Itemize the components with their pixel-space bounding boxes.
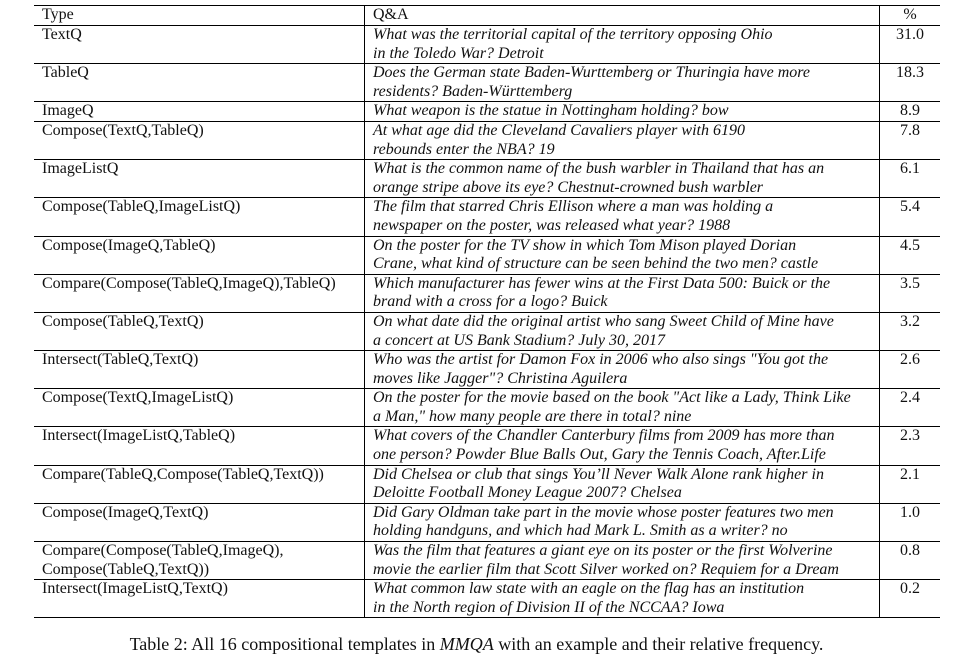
type-cell xyxy=(34,160,365,198)
percent-cell: 3.2 xyxy=(900,312,920,330)
percent-cell: 1.0 xyxy=(900,503,920,521)
type-cell-line: Compose(ImageQ,TextQ) xyxy=(42,503,209,521)
qa-cell-line: holding handguns, and which had Mark L. Smith as a writer? no xyxy=(373,522,788,540)
qa-cell-line: On what date did the original artist who sang Sweet Child of Mine have xyxy=(373,312,834,330)
qa-cell-line: What common law state with an eagle on the flag has an institution xyxy=(373,580,805,598)
percent-cell: 0.2 xyxy=(900,580,920,598)
table-row xyxy=(34,465,940,503)
caption-prefix: Table 2: All 16 compositional templates in xyxy=(129,634,440,654)
type-cell xyxy=(34,427,365,465)
qa-cell-line: a concert at US Bank Stadium? July 30, 2017 xyxy=(373,331,665,349)
percent-cell: 4.5 xyxy=(900,236,920,254)
percent-cell: 5.4 xyxy=(900,198,920,216)
qa-cell-line: orange stripe above its eye? Chestnut-crowned bush warbler xyxy=(373,178,764,196)
qa-cell-line: newspaper on the poster, was released what year? 1988 xyxy=(373,216,731,234)
qa-cell xyxy=(365,26,880,64)
table-row xyxy=(34,580,940,618)
type-cell xyxy=(34,351,365,389)
percent-cell: 2.6 xyxy=(900,351,920,369)
qa-cell-line: Does the German state Baden-Wurttemberg or Thuringia have more xyxy=(373,64,810,82)
type-cell xyxy=(34,236,365,274)
qa-cell xyxy=(365,580,880,618)
percent-cell: 7.8 xyxy=(900,121,920,139)
qa-cell-line: one person? Powder Blue Balls Out, Gary the Tennis Coach, After.Life xyxy=(373,446,826,464)
table-row xyxy=(34,198,940,236)
caption-suffix: with an example and their relative frequency. xyxy=(493,634,824,654)
qa-cell xyxy=(365,542,880,580)
qa-cell-line: On the poster for the movie based on the book "Act like a Lady, Think Like xyxy=(373,389,851,407)
qa-cell-line: in the North region of Division II of the NCCAA? Iowa xyxy=(373,598,725,616)
qa-cell-line: What covers of the Chandler Canterbury films from 2009 has more than xyxy=(373,427,835,445)
type-cell xyxy=(34,198,365,236)
type-cell xyxy=(34,102,365,122)
type-cell xyxy=(34,503,365,541)
type-cell-line: Compare(Compose(TableQ,ImageQ),TableQ) xyxy=(42,274,336,292)
qa-cell-line: brand with a cross for a logo? Buick xyxy=(373,293,608,311)
table-header-row xyxy=(34,6,940,26)
qa-cell-line: movie the earlier film that Scott Silver worked on? Requiem for a Dream xyxy=(373,560,839,578)
type-cell xyxy=(34,312,365,350)
qa-cell-line: moves like Jagger"? Christina Aguilera xyxy=(373,369,628,387)
type-cell-line: Compose(TableQ,ImageListQ) xyxy=(42,198,241,216)
templates-table xyxy=(34,5,940,618)
qa-cell-line: What was the territorial capital of the territory opposing Ohio xyxy=(373,26,773,43)
type-cell-line: Intersect(ImageListQ,TableQ) xyxy=(42,427,236,445)
qa-cell-line: At what age did the Cleveland Cavaliers player with 6190 xyxy=(373,121,745,139)
percent-cell: 18.3 xyxy=(896,64,924,82)
qa-cell xyxy=(365,351,880,389)
percent-cell: 2.4 xyxy=(900,389,920,407)
type-cell xyxy=(34,465,365,503)
qa-cell-line: Did Chelsea or club that sings You’ll Never Walk Alone rank higher in xyxy=(373,465,824,483)
type-cell-line: Compose(ImageQ,TableQ) xyxy=(42,236,216,254)
table-caption xyxy=(0,634,953,655)
qa-cell xyxy=(365,465,880,503)
type-cell xyxy=(34,26,365,64)
qa-cell-line: Deloitte Football Money League 2007? Chelsea xyxy=(373,484,682,502)
table-row xyxy=(34,542,940,580)
table-row xyxy=(34,26,940,64)
type-cell-line: Compare(TableQ,Compose(TableQ,TextQ)) xyxy=(42,465,324,483)
percent-cell: 2.1 xyxy=(900,465,920,483)
qa-cell xyxy=(365,121,880,159)
qa-cell-line: a Man," how many people are there in total? nine xyxy=(373,407,692,425)
qa-cell-line: The film that starred Chris Ellison where a man was holding a xyxy=(373,198,774,216)
header-type: Type xyxy=(42,6,74,23)
qa-cell-line: Crane, what kind of structure can be seen behind the two men? castle xyxy=(373,255,819,273)
type-cell xyxy=(34,389,365,427)
table-row xyxy=(34,312,940,350)
type-cell xyxy=(34,121,365,159)
qa-cell-line: Was the film that features a giant eye on its poster or the first Wolverine xyxy=(373,542,833,560)
qa-cell-line: in the Toledo War? Detroit xyxy=(373,44,544,62)
table-row xyxy=(34,160,940,198)
percent-cell: 31.0 xyxy=(896,26,924,43)
qa-cell xyxy=(365,312,880,350)
qa-cell xyxy=(365,198,880,236)
percent-cell: 2.3 xyxy=(900,427,920,445)
qa-cell-line: Did Gary Oldman take part in the movie whose poster features two men xyxy=(373,503,834,521)
qa-cell-line: Which manufacturer has fewer wins at the First Data 500: Buick or the xyxy=(373,274,831,292)
qa-cell xyxy=(365,160,880,198)
table-body xyxy=(34,26,940,618)
type-cell-line: ImageQ xyxy=(42,102,94,120)
caption-dataset: MMQA xyxy=(439,634,494,654)
qa-cell-line: What is the common name of the bush warbler in Thailand that has an xyxy=(373,160,825,178)
qa-cell xyxy=(365,503,880,541)
table-row xyxy=(34,351,940,389)
table-row xyxy=(34,121,940,159)
type-cell xyxy=(34,580,365,618)
table-row xyxy=(34,102,940,122)
table-row xyxy=(34,389,940,427)
percent-cell: 0.8 xyxy=(900,542,920,560)
qa-cell xyxy=(365,427,880,465)
type-cell-line: Compose(TextQ,ImageListQ) xyxy=(42,389,234,407)
header-qa: Q&A xyxy=(365,6,880,26)
type-cell-line: Compose(TableQ,TextQ) xyxy=(42,312,204,330)
qa-cell xyxy=(365,389,880,427)
qa-cell xyxy=(365,236,880,274)
table-row xyxy=(34,236,940,274)
table-row xyxy=(34,427,940,465)
type-cell-line: TableQ xyxy=(42,64,89,82)
type-cell-line: Compose(TextQ,TableQ) xyxy=(42,121,204,139)
type-cell-line: TextQ xyxy=(42,26,82,43)
type-cell xyxy=(34,64,365,102)
type-cell xyxy=(34,274,365,312)
header-percent: % xyxy=(903,6,917,23)
qa-cell-line: What weapon is the statue in Nottingham holding? bow xyxy=(373,102,729,120)
qa-cell-line: residents? Baden-Württemberg xyxy=(373,82,573,100)
qa-cell-line: Who was the artist for Damon Fox in 2006 who also sings "You got the xyxy=(373,351,829,369)
type-cell-line: Compare(Compose(TableQ,ImageQ), xyxy=(42,542,284,560)
qa-cell xyxy=(365,64,880,102)
table-row xyxy=(34,274,940,312)
table-row xyxy=(34,503,940,541)
qa-cell-line: rebounds enter the NBA? 19 xyxy=(373,140,555,158)
type-cell-line: Intersect(TableQ,TextQ) xyxy=(42,351,199,369)
type-cell-line: Compose(TableQ,TextQ)) xyxy=(42,560,210,578)
qa-cell xyxy=(365,102,880,122)
percent-cell: 6.1 xyxy=(900,160,920,178)
percent-cell: 3.5 xyxy=(900,274,920,292)
table-row xyxy=(34,64,940,102)
qa-cell-line: On the poster for the TV show in which Tom Mison played Dorian xyxy=(373,236,797,254)
type-cell xyxy=(34,542,365,580)
qa-cell xyxy=(365,274,880,312)
type-cell-line: ImageListQ xyxy=(42,160,119,178)
percent-cell: 8.9 xyxy=(900,102,920,120)
type-cell-line: Intersect(ImageListQ,TextQ) xyxy=(42,580,228,598)
